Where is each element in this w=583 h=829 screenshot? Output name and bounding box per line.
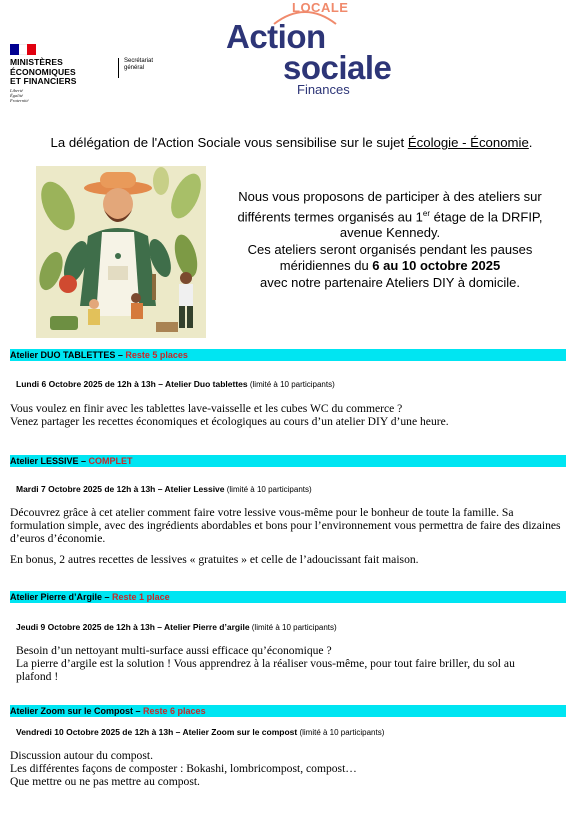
description-line: Ces ateliers seront organisés pendant les pauses: [247, 241, 533, 257]
workshop-text: Besoin d’un nettoyant multi-surface aussi efficace qu’économique ? La pierre d’argile est la solution ! Vous apprendrez à la réaliser vous-même, pour tout faire briller, du sol au plafond !: [16, 644, 515, 683]
workshop-limit: (limité à 10 participants): [249, 623, 337, 632]
description-line: avenue Kennedy.: [339, 225, 441, 241]
workshop-description: [216, 189, 564, 291]
description-text: méridiennes du: [279, 258, 373, 274]
workshop-title: Atelier Zoom sur le Compost –: [10, 706, 144, 716]
logo-action-text: Action: [226, 18, 326, 55]
workshop-title: Atelier DUO TABLETTES –: [10, 350, 126, 360]
intro-prefix: La délégation de l'Action Sociale vous sensibilise sur le sujet: [50, 135, 408, 150]
workshop-title: Atelier Pierre d’Argile –: [10, 592, 113, 602]
workshop-header-pierre-argile: [10, 591, 566, 603]
description-text: étage de la DRFIP,: [430, 208, 543, 224]
workshop-date: [16, 379, 335, 389]
workshop-limit: (limité à 10 participants): [247, 380, 335, 389]
logo-sociale-text: sociale: [283, 49, 392, 86]
logo-arc-icon: [270, 6, 340, 26]
intro-suffix: .: [528, 135, 533, 150]
workshop-header-duo-tablettes: [10, 349, 566, 361]
workshop-status: Reste 1 place: [112, 592, 170, 602]
workshop-date: [16, 484, 312, 494]
intro-sentence: [0, 135, 583, 150]
workshop-status: COMPLET: [88, 456, 133, 466]
workshop-title: Atelier LESSIVE –: [10, 456, 89, 466]
republic-flag-icon: [10, 44, 36, 55]
description-line: [216, 258, 564, 275]
workshop-date-text: Jeudi 9 Octobre 2025 de 12h à 13h – Atelier Pierre d’argile: [16, 622, 250, 632]
secretariat-label: Secrétariat général: [124, 58, 154, 71]
event-dates: 6 au 10 octobre 2025: [372, 258, 501, 274]
workshop-header-lessive: [10, 455, 566, 467]
workshop-text: En bonus, 2 autres recettes de lessives « gratuites » et celle de l’adoucissant fait maison.: [10, 553, 419, 566]
description-line: avec notre partenaire Ateliers DIY à domicile.: [260, 274, 520, 290]
description-line: [216, 206, 564, 226]
workshop-date: [16, 727, 384, 737]
workshop-text: Vous voulez en finir avec les tablettes lave-vaisselle et les cubes WC du commerce ? Venez partager les recettes économiques et écologiques au cours d’un atelier DIY d’une heure.: [10, 402, 449, 428]
workshop-limit: (limité à 10 participants): [297, 728, 385, 737]
description-line: Nous vous proposons de participer à des ateliers sur: [238, 189, 542, 204]
republic-motto: Liberté Égalité Fraternité: [10, 88, 29, 103]
workshop-date: [16, 622, 337, 632]
gardener-illustration: [36, 166, 206, 338]
workshop-limit: (limité à 10 participants): [224, 485, 312, 494]
workshop-date-text: Lundi 6 Octobre 2025 de 12h à 13h – Atelier Duo tablettes: [16, 379, 248, 389]
workshop-status: Reste 6 places: [143, 706, 206, 716]
workshop-header-compost: [10, 705, 566, 717]
workshop-status: Reste 5 places: [125, 350, 188, 360]
intro-topic: Écologie - Économie: [407, 135, 529, 150]
ordinal-suffix: er: [422, 208, 431, 218]
logo-locale-text: LOCALE: [292, 0, 349, 15]
header-divider: [118, 58, 119, 78]
workshop-date-text: Mardi 7 Octobre 2025 de 12h à 13h – Atelier Lessive: [16, 484, 225, 494]
workshop-text: Discussion autour du compost. Les différentes façons de composter : Bokashi, lombricompost, compost… Que mettre ou ne pas mettre au compost.: [10, 749, 357, 788]
logo-finances-text: Finances: [297, 82, 350, 97]
description-text: différents termes organisés au 1: [237, 208, 423, 224]
workshop-text: Découvrez grâce à cet atelier comment faire votre lessive vous-même pour le bonheur de toute la famille. Sa formulation simple, avec des ingrédients abordables et bons pour l’environnement vous permettra de faire des dizaines d’euros d’économie.: [10, 506, 561, 545]
ministry-name: MINISTÈRES ÉCONOMIQUES ET FINANCIERS: [10, 57, 77, 86]
workshop-date-text: Vendredi 10 Octobre 2025 de 12h à 13h – Atelier Zoom sur le compost: [16, 727, 298, 737]
